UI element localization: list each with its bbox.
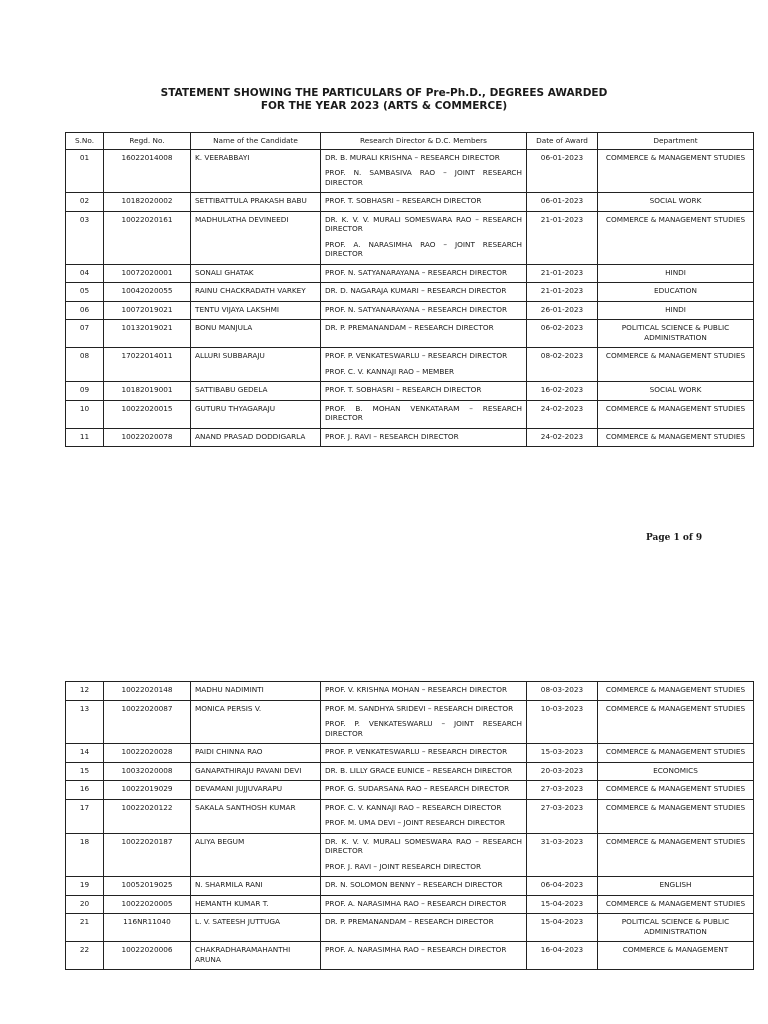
candidate-name-cell: BONU MANJULA xyxy=(191,320,321,348)
candidate-name-cell: CHAKRADHARAMAHANTHI ARUNA xyxy=(191,942,321,970)
sno-cell: 13 xyxy=(66,700,104,744)
degrees-table-page2 xyxy=(65,681,754,970)
date-of-award-cell: 06-01-2023 xyxy=(527,193,598,212)
candidate-name-cell: K. VEERABBAYI xyxy=(191,149,321,193)
candidate-name-cell: ANAND PRASAD DODDIGARLA xyxy=(191,428,321,447)
director-line: PROF. G. SUDARSANA RAO – RESEARCH DIRECTOR xyxy=(325,784,510,793)
sno-cell: 10 xyxy=(66,400,104,428)
department-cell: ECONOMICS xyxy=(598,762,754,781)
director-line: PROF. V. KRISHNA MOHAN – RESEARCH DIRECTOR xyxy=(325,685,508,694)
department-cell: COMMERCE & MANAGEMENT STUDIES xyxy=(598,833,754,877)
department-cell: COMMERCE & MANAGEMENT STUDIES xyxy=(598,149,754,193)
date-of-award-cell: 16-04-2023 xyxy=(527,942,598,970)
regd-no-cell: 10042020055 xyxy=(104,283,191,302)
header-date-of-award: Date of Award xyxy=(527,133,598,150)
table-row xyxy=(66,320,754,348)
date-of-award-cell: 06-04-2023 xyxy=(527,877,598,896)
sno-cell: 20 xyxy=(66,895,104,914)
director-line: PROF. J. RAVI – JOINT RESEARCH DIRECTOR xyxy=(325,861,482,871)
regd-no-cell: 10022020187 xyxy=(104,833,191,877)
document-title-line1: STATEMENT SHOWING THE PARTICULARS OF Pre-Ph.D., DEGREES AWARDED xyxy=(160,87,608,99)
candidate-name-cell: SONALI GHATAK xyxy=(191,264,321,283)
date-of-award-cell: 10-03-2023 xyxy=(527,700,598,744)
directors-cell xyxy=(321,348,527,382)
regd-no-cell: 10022020087 xyxy=(104,700,191,744)
directors-cell xyxy=(321,149,527,193)
candidate-name-cell: ALLURI SUBBARAJU xyxy=(191,348,321,382)
sno-cell: 22 xyxy=(66,942,104,970)
sno-cell: 21 xyxy=(66,914,104,942)
department-cell: HINDI xyxy=(598,264,754,283)
regd-no-cell: 10022020015 xyxy=(104,400,191,428)
director-line: DR. B. MURALI KRISHNA – RESEARCH DIRECTOR xyxy=(325,152,500,162)
director-line: DR. K. V. V. MURALI SOMESWARA RAO – RESEARCH DIRECTOR xyxy=(325,214,522,233)
director-line: PROF. C. V. KANNAJI RAO – RESEARCH DIRECTOR xyxy=(325,802,502,812)
regd-no-cell: 10132019021 xyxy=(104,320,191,348)
date-of-award-cell: 24-02-2023 xyxy=(527,400,598,428)
date-of-award-cell: 15-03-2023 xyxy=(527,744,598,763)
director-line: PROF. J. RAVI – RESEARCH DIRECTOR xyxy=(325,431,459,441)
candidate-name-cell: MADHU NADIMINTI xyxy=(191,682,321,701)
directors-cell xyxy=(321,211,527,264)
candidate-name-cell: ALIYA BEGUM xyxy=(191,833,321,877)
directors-cell xyxy=(321,428,527,447)
directors-cell xyxy=(321,781,527,800)
regd-no-cell: 10022020161 xyxy=(104,211,191,264)
date-of-award-cell: 06-01-2023 xyxy=(527,149,598,193)
date-of-award-cell: 15-04-2023 xyxy=(527,914,598,942)
table-row xyxy=(66,833,754,877)
director-line: PROF. P. VENKATESWARLU – RESEARCH DIRECTOR xyxy=(325,747,508,756)
table-row xyxy=(66,914,754,942)
regd-no-cell: 10072019021 xyxy=(104,301,191,320)
department-cell: COMMERCE & MANAGEMENT STUDIES xyxy=(598,799,754,833)
directors-cell xyxy=(321,877,527,896)
table-row xyxy=(66,700,754,744)
sno-cell: 05 xyxy=(66,283,104,302)
regd-no-cell: 10032020008 xyxy=(104,762,191,781)
date-of-award-cell: 16-02-2023 xyxy=(527,382,598,401)
director-line: DR. K. V. V. MURALI SOMESWARA RAO – RESEARCH DIRECTOR xyxy=(325,836,522,855)
table-row xyxy=(66,877,754,896)
department-cell: COMMERCE & MANAGEMENT STUDIES xyxy=(598,400,754,428)
table-row xyxy=(66,762,754,781)
department-cell: SOCIAL WORK xyxy=(598,193,754,212)
department-cell: COMMERCE & MANAGEMENT STUDIES xyxy=(598,781,754,800)
department-cell: COMMERCE & MANAGEMENT STUDIES xyxy=(598,744,754,763)
department-cell: POLITICAL SCIENCE & PUBLIC ADMINISTRATION xyxy=(598,320,754,348)
directors-cell xyxy=(321,193,527,212)
directors-cell xyxy=(321,682,527,701)
directors-cell xyxy=(321,744,527,763)
table-row xyxy=(66,895,754,914)
director-line: DR. P. PREMANANDAM – RESEARCH DIRECTOR xyxy=(325,917,494,926)
table-row xyxy=(66,942,754,970)
candidate-name-cell: TENTU VIJAYA LAKSHMI xyxy=(191,301,321,320)
candidate-name-cell: N. SHARMILA RANI xyxy=(191,877,321,896)
department-cell: COMMERCE & MANAGEMENT xyxy=(598,942,754,970)
header-sno: S.No. xyxy=(66,133,104,150)
director-line: PROF. B. MOHAN VENKATARAM – RESEARCH DIRECTOR xyxy=(325,403,522,422)
director-line: PROF. M. UMA DEVI – JOINT RESEARCH DIRECTOR xyxy=(325,818,506,827)
table-row xyxy=(66,264,754,283)
sno-cell: 06 xyxy=(66,301,104,320)
sno-cell: 17 xyxy=(66,799,104,833)
director-line: PROF. C. V. KANNAJI RAO – MEMBER xyxy=(325,366,455,376)
director-line: DR. B. LILLY GRACE EUNICE – RESEARCH DIRECTOR xyxy=(325,765,513,775)
directors-cell xyxy=(321,264,527,283)
sno-cell: 01 xyxy=(66,149,104,193)
table-row xyxy=(66,301,754,320)
director-line: PROF. A. NARASIMHA RAO – RESEARCH DIRECTOR xyxy=(325,945,507,954)
table-row xyxy=(66,428,754,447)
sno-cell: 09 xyxy=(66,382,104,401)
candidate-name-cell: DEVAMANI JUJJUVARAPU xyxy=(191,781,321,800)
date-of-award-cell: 21-01-2023 xyxy=(527,264,598,283)
director-line: PROF. M. SANDHYA SRIDEVI – RESEARCH DIRECTOR xyxy=(325,703,514,713)
directors-cell xyxy=(321,895,527,914)
sno-cell: 18 xyxy=(66,833,104,877)
date-of-award-cell: 21-01-2023 xyxy=(527,211,598,264)
candidate-name-cell: MADHULATHA DEVINEEDI xyxy=(191,211,321,264)
department-cell: ENGLISH xyxy=(598,877,754,896)
table-row xyxy=(66,781,754,800)
date-of-award-cell: 24-02-2023 xyxy=(527,428,598,447)
regd-no-cell: 16022014008 xyxy=(104,149,191,193)
department-cell: HINDI xyxy=(598,301,754,320)
date-of-award-cell: 08-03-2023 xyxy=(527,682,598,701)
department-cell: COMMERCE & MANAGEMENT STUDIES xyxy=(598,682,754,701)
sno-cell: 12 xyxy=(66,682,104,701)
department-cell: COMMERCE & MANAGEMENT STUDIES xyxy=(598,895,754,914)
directors-cell xyxy=(321,700,527,744)
sno-cell: 04 xyxy=(66,264,104,283)
regd-no-cell: 10022020122 xyxy=(104,799,191,833)
table-row xyxy=(66,400,754,428)
header-research-director: Research Director & D.C. Members xyxy=(321,133,527,150)
table-row xyxy=(66,283,754,302)
document-title-line2: FOR THE YEAR 2023 (ARTS & COMMERCE) xyxy=(260,100,508,112)
directors-cell xyxy=(321,320,527,348)
header-regd-no: Regd. No. xyxy=(104,133,191,150)
directors-cell xyxy=(321,914,527,942)
director-line: DR. N. SOLOMON BENNY – RESEARCH DIRECTOR xyxy=(325,880,503,889)
date-of-award-cell: 31-03-2023 xyxy=(527,833,598,877)
regd-no-cell: 10052019025 xyxy=(104,877,191,896)
date-of-award-cell: 06-02-2023 xyxy=(527,320,598,348)
date-of-award-cell: 21-01-2023 xyxy=(527,283,598,302)
regd-no-cell: 10022019029 xyxy=(104,781,191,800)
director-line: PROF. T. SOBHASRI – RESEARCH DIRECTOR xyxy=(325,196,482,205)
regd-no-cell: 10022020028 xyxy=(104,744,191,763)
director-line: PROF. A. NARASIMHA RAO – RESEARCH DIRECTOR xyxy=(325,898,507,908)
regd-no-cell: 10182020002 xyxy=(104,193,191,212)
table-row xyxy=(66,211,754,264)
sno-cell: 08 xyxy=(66,348,104,382)
department-cell: COMMERCE & MANAGEMENT STUDIES xyxy=(598,348,754,382)
sno-cell: 07 xyxy=(66,320,104,348)
table-row xyxy=(66,382,754,401)
date-of-award-cell: 27-03-2023 xyxy=(527,799,598,833)
director-line: PROF. A. NARASIMHA RAO – JOINT RESEARCH DIRECTOR xyxy=(325,239,522,258)
header-department: Department xyxy=(598,133,754,150)
table-row xyxy=(66,149,754,193)
date-of-award-cell: 26-01-2023 xyxy=(527,301,598,320)
candidate-name-cell: MONICA PERSIS V. xyxy=(191,700,321,744)
candidate-name-cell: SETTIBATTULA PRAKASH BABU xyxy=(191,193,321,212)
sno-cell: 11 xyxy=(66,428,104,447)
directors-cell xyxy=(321,382,527,401)
directors-cell xyxy=(321,762,527,781)
sno-cell: 14 xyxy=(66,744,104,763)
page-gap xyxy=(0,560,768,680)
regd-no-cell: 10022020006 xyxy=(104,942,191,970)
regd-no-cell: 10022020005 xyxy=(104,895,191,914)
director-line: PROF. N. SATYANARAYANA – RESEARCH DIRECTOR xyxy=(325,304,508,314)
director-line: PROF. P. VENKATESWARLU – JOINT RESEARCH DIRECTOR xyxy=(325,719,522,738)
department-cell: SOCIAL WORK xyxy=(598,382,754,401)
sno-cell: 02 xyxy=(66,193,104,212)
department-cell: COMMERCE & MANAGEMENT STUDIES xyxy=(598,428,754,447)
date-of-award-cell: 27-03-2023 xyxy=(527,781,598,800)
regd-no-cell: 10022020148 xyxy=(104,682,191,701)
directors-cell xyxy=(321,301,527,320)
table-header-row xyxy=(66,133,754,150)
date-of-award-cell: 08-02-2023 xyxy=(527,348,598,382)
directors-cell xyxy=(321,400,527,428)
candidate-name-cell: L. V. SATEESH JUTTUGA xyxy=(191,914,321,942)
candidate-name-cell: SATTIBABU GEDELA xyxy=(191,382,321,401)
candidate-name-cell: GANAPATHIRAJU PAVANI DEVI xyxy=(191,762,321,781)
regd-no-cell: 10072020001 xyxy=(104,264,191,283)
table-row xyxy=(66,682,754,701)
director-line: PROF. P. VENKATESWARLU – RESEARCH DIRECTOR xyxy=(325,351,508,360)
regd-no-cell: 10182019001 xyxy=(104,382,191,401)
table-row xyxy=(66,193,754,212)
director-line: PROF. N. SAMBASIVA RAO – JOINT RESEARCH DIRECTOR xyxy=(325,168,522,187)
department-cell: EDUCATION xyxy=(598,283,754,302)
department-cell: POLITICAL SCIENCE & PUBLIC ADMINISTRATION xyxy=(598,914,754,942)
table-row xyxy=(66,744,754,763)
header-candidate-name: Name of the Candidate xyxy=(191,133,321,150)
date-of-award-cell: 20-03-2023 xyxy=(527,762,598,781)
candidate-name-cell: RAINU CHACKRADATH VARKEY xyxy=(191,283,321,302)
department-cell: COMMERCE & MANAGEMENT STUDIES xyxy=(598,211,754,264)
sno-cell: 03 xyxy=(66,211,104,264)
directors-cell xyxy=(321,833,527,877)
date-of-award-cell: 15-04-2023 xyxy=(527,895,598,914)
page-number: Page 1 of 9 xyxy=(646,533,703,543)
directors-cell xyxy=(321,799,527,833)
director-line: PROF. N. SATYANARAYANA – RESEARCH DIRECTOR xyxy=(325,267,508,277)
candidate-name-cell: GUTURU THYAGARAJU xyxy=(191,400,321,428)
candidate-name-cell: HEMANTH KUMAR T. xyxy=(191,895,321,914)
table-row xyxy=(66,799,754,833)
regd-no-cell: 10022020078 xyxy=(104,428,191,447)
candidate-name-cell: SAKALA SANTHOSH KUMAR xyxy=(191,799,321,833)
director-line: DR. P. PREMANANDAM – RESEARCH DIRECTOR xyxy=(325,323,494,332)
sno-cell: 15 xyxy=(66,762,104,781)
director-line: PROF. T. SOBHASRI – RESEARCH DIRECTOR xyxy=(325,385,482,394)
sno-cell: 19 xyxy=(66,877,104,896)
table-row xyxy=(66,348,754,382)
candidate-name-cell: PAIDI CHINNA RAO xyxy=(191,744,321,763)
regd-no-cell: 116NR11040 xyxy=(104,914,191,942)
regd-no-cell: 17022014011 xyxy=(104,348,191,382)
sno-cell: 16 xyxy=(66,781,104,800)
department-cell: COMMERCE & MANAGEMENT STUDIES xyxy=(598,700,754,744)
directors-cell xyxy=(321,283,527,302)
directors-cell xyxy=(321,942,527,970)
document-page-2 xyxy=(0,680,768,1024)
director-line: DR. D. NAGARAJA KUMARI – RESEARCH DIRECTOR xyxy=(325,286,507,295)
degrees-table-page1 xyxy=(65,132,754,447)
